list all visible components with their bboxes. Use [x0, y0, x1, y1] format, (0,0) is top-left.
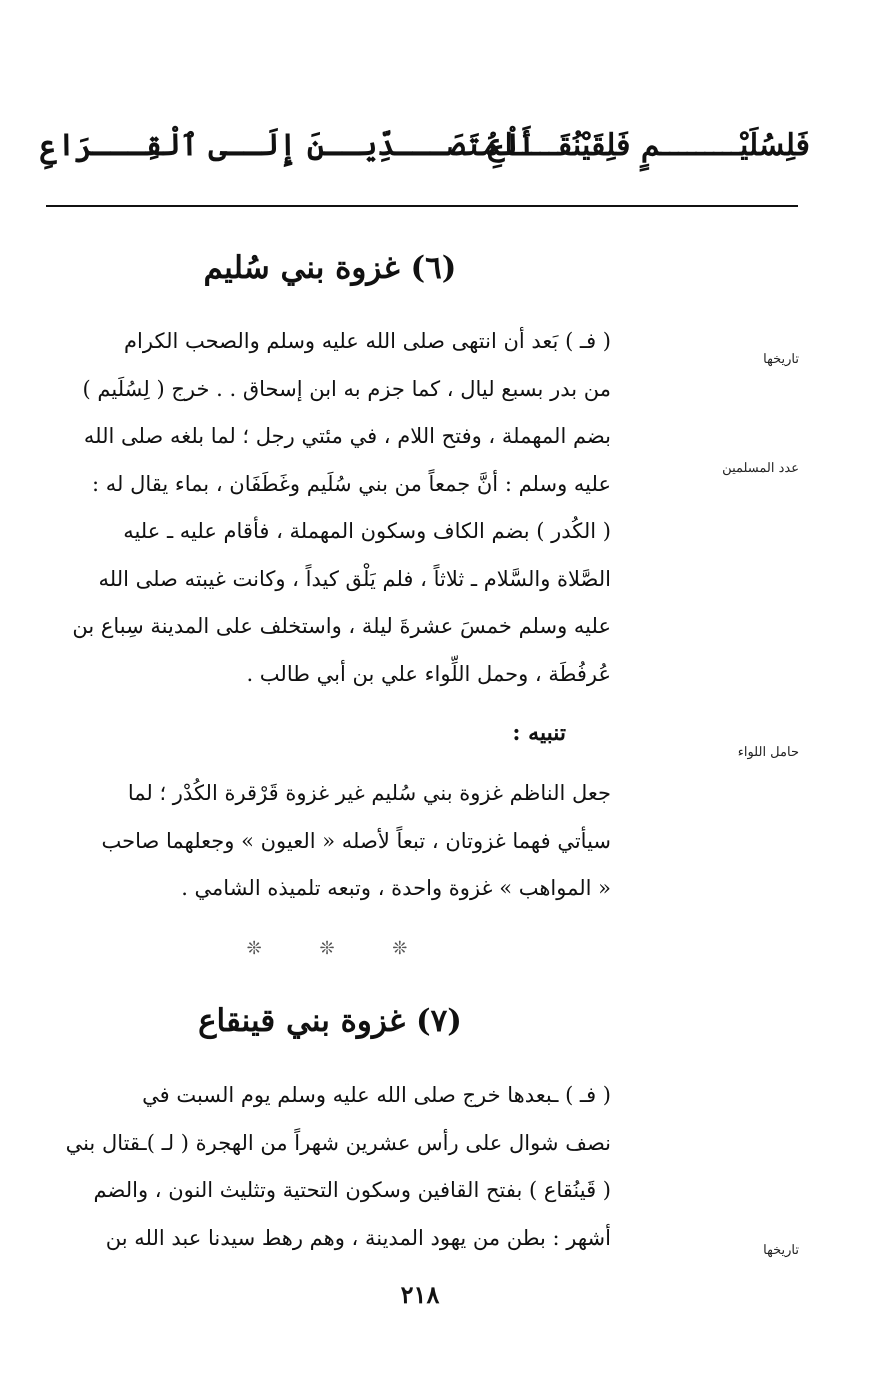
text-line: عليه وسلم : أنَّ جمعاً من بني سُلَيم وغَطَفَان ، بماء يقال له : [92, 471, 611, 496]
text-line: ( فـ ) بَعد أن انتهى صلى الله عليه وسلم والصحب الكرام [124, 329, 611, 353]
text-line: ( قَينُقاع ) بفتح القافين وسكون التحتية وتثليث النون ، والضم [93, 1178, 611, 1202]
section-title-bani-qaynuqa: (٧) غزوة بني قينقاع [198, 1003, 462, 1039]
margin-note-banner-bearer: حامل اللواء [737, 745, 799, 760]
text-line: الصَّلاة والسَّلام ـ ثلاثاً ، فلم يَلْق كيداً ، وكانت غيبته صلى الله [98, 566, 611, 591]
text-line: ( فـ ) ـبعدها خرج صلى الله عليه وسلم يوم السبت في [142, 1083, 611, 1107]
text-line: ( الكُدر ) بضم الكاف وسكون المهملة ، فأقام عليه ـ عليه [123, 519, 611, 543]
text-line: أشهر : بطن من يهود المدينة ، وهم رهط سيدنا عبد الله بن [105, 1225, 611, 1250]
header-divider [46, 205, 798, 207]
margin-note-muslim-count: عدد المسلمين [722, 461, 799, 476]
header-verse-left: أَلْمُتَصَـــدِّيــنَ إِلَــى ٱلْقِـــرَاعِ [40, 128, 536, 163]
paragraph-bani-sulaym [46, 318, 611, 698]
text-line: بضم المهملة ، وفتح اللام ، في مئتي رجل ؛ لما بلغه صلى الله [83, 424, 611, 448]
page-number: ٢١٨ [400, 1280, 440, 1309]
header-verse [40, 128, 810, 184]
text-line: جعل الناظم غزوة بني سُليم غير غزوة قَرْقرة الكُدْر ؛ لما [127, 781, 611, 805]
text-line: عُرفُطَة ، وحمل اللِّواء علي بن أبي طالب . [246, 661, 611, 686]
margin-note-date-2: تاريخها [763, 1243, 799, 1258]
notice-heading: تنبيه : [512, 720, 566, 746]
paragraph-notice [46, 770, 611, 913]
text-line: عليه وسلم خمسَ عشرةَ ليلة ، واستخلف على المدينة سِباع بن [72, 614, 611, 638]
paragraph-bani-qaynuqa [46, 1072, 611, 1262]
text-line: « المواهب » غزوة واحدة ، وتبعه تلميذه الشامي . [181, 876, 611, 900]
section-separator: ❊ ❊ ❊ [246, 938, 434, 959]
text-line: سيأتي فهما غزوتان ، تبعاً لأصله « العيون » وجعلهما صاحب [101, 828, 611, 853]
text-line: من بدر بسبع ليال ، كما جزم به ابن إسحاق . . خرج ( لِسُلَيم ) [82, 376, 611, 401]
margin-note-date: تاريخها [763, 352, 799, 367]
header-verse-right: فَلِسُلَيْـــــــــمٍ فَلِقَيْنُقَـــــاعِ [486, 128, 810, 163]
section-title-bani-sulaym: (٦) غزوة بني سُليم [203, 250, 457, 286]
text-line: نصف شوال على رأس عشرين شهراً من الهجرة ( لـ )ـقتال بني [65, 1130, 611, 1155]
